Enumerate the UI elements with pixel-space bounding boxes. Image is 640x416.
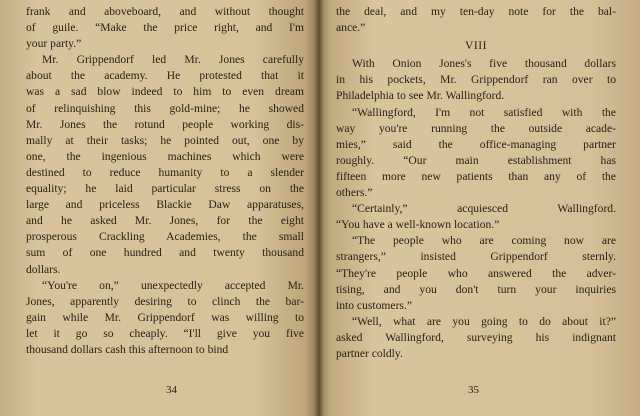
- right-page: [318, 0, 640, 416]
- text-line: large and priceless Blackie Daw apparatuses,: [26, 198, 304, 212]
- paragraph: [336, 105, 616, 202]
- paragraph: [26, 4, 304, 52]
- text-line: mally at their tasks; he pointed out, one by: [26, 133, 304, 147]
- text-line: ance.”: [336, 21, 366, 35]
- text-line: destined to reduce humanity to a slender: [26, 165, 304, 179]
- text-line: “Certainly,” acquiesced Wallingford.: [352, 202, 616, 216]
- book-gutter: [314, 0, 324, 416]
- text-line: gain while Mr. Grippendorf was willing to: [26, 310, 304, 324]
- paragraph: [336, 4, 616, 36]
- right-page-text: [336, 56, 616, 362]
- text-line: frank and aboveboard, and without thought: [26, 5, 304, 18]
- text-line: With Onion Jones's five thousand dollars: [352, 57, 616, 71]
- text-line: of relinquishing this gold-mine; he showed: [26, 101, 304, 115]
- text-line: others.”: [336, 186, 373, 200]
- text-line: your party.”: [26, 37, 82, 51]
- paragraph: [26, 278, 304, 358]
- text-line: asked Wallingford, surveying his indignant: [336, 330, 616, 344]
- text-line: “The people who are coming now are: [352, 234, 616, 248]
- paragraph: [336, 314, 616, 362]
- text-line: “They're people who answered the adver-: [336, 266, 616, 280]
- text-line: strangers,” insisted Grippendorf sternly.: [336, 250, 616, 264]
- text-line: let it go so cheaply. “I'll give you five: [26, 326, 304, 340]
- text-line: about the academy. He protested that it: [26, 69, 304, 83]
- right-page-number: 35: [468, 383, 479, 396]
- paragraph: [336, 233, 616, 313]
- text-line: Philadelphia to see Mr. Wallingford.: [336, 89, 505, 103]
- left-page: [0, 0, 318, 416]
- left-page-number: 34: [166, 383, 177, 396]
- text-line: in his pockets, Mr. Grippendorf ran over to: [336, 73, 616, 87]
- text-line: and he asked Mr. Jones, for the eight: [26, 214, 304, 228]
- left-page-text: [26, 4, 304, 358]
- text-line: mies,” said the office-managing partner: [336, 137, 616, 151]
- chapter-heading: VIII: [465, 39, 487, 53]
- text-line: roughly. “Our main establishment has: [336, 153, 616, 167]
- paragraph: [336, 56, 616, 104]
- text-line: Mr. Grippendorf led Mr. Jones carefully: [42, 53, 304, 67]
- text-line: tising, and you don't turn your inquiries: [336, 282, 616, 296]
- text-line: fifteen more new patients than any of the: [336, 169, 616, 183]
- text-line: “You're on,” unexpectedly accepted Mr.: [42, 278, 304, 292]
- paragraph: [336, 201, 616, 233]
- text-line: one, the ingenious machines which were: [26, 149, 304, 163]
- text-line: “You have a well-known location.”: [336, 218, 500, 232]
- text-line: prosperous Crackling Academies, the small: [26, 230, 304, 244]
- text-line: “Well, what are you going to do about it?”: [352, 314, 616, 328]
- text-line: partner coldly.: [336, 346, 403, 360]
- text-line: equality; he laid particular stress on the: [26, 182, 304, 196]
- text-line: into customers.”: [336, 298, 412, 312]
- text-line: thousand dollars cash this afternoon to bind: [26, 342, 229, 356]
- text-line: sum of one hundred and twenty thousand: [26, 246, 304, 260]
- text-line: was a sad blow indeed to him to even dream: [26, 85, 304, 99]
- paragraph: [26, 52, 304, 277]
- text-line: dollars.: [26, 262, 61, 276]
- text-line: the deal, and my ten-day note for the bal-: [336, 5, 616, 18]
- text-line: Jones, apparently desiring to clinch the bar-: [26, 294, 304, 308]
- text-line: of guile. “Make the price right, and I'm: [26, 21, 304, 35]
- text-line: Mr. Jones the rotund people working dis-: [26, 117, 304, 131]
- text-line: way you're running the outside acade-: [336, 121, 616, 135]
- right-page-top-paragraph: [336, 4, 616, 36]
- text-line: “Wallingford, I'm not satisfied with the: [352, 105, 616, 119]
